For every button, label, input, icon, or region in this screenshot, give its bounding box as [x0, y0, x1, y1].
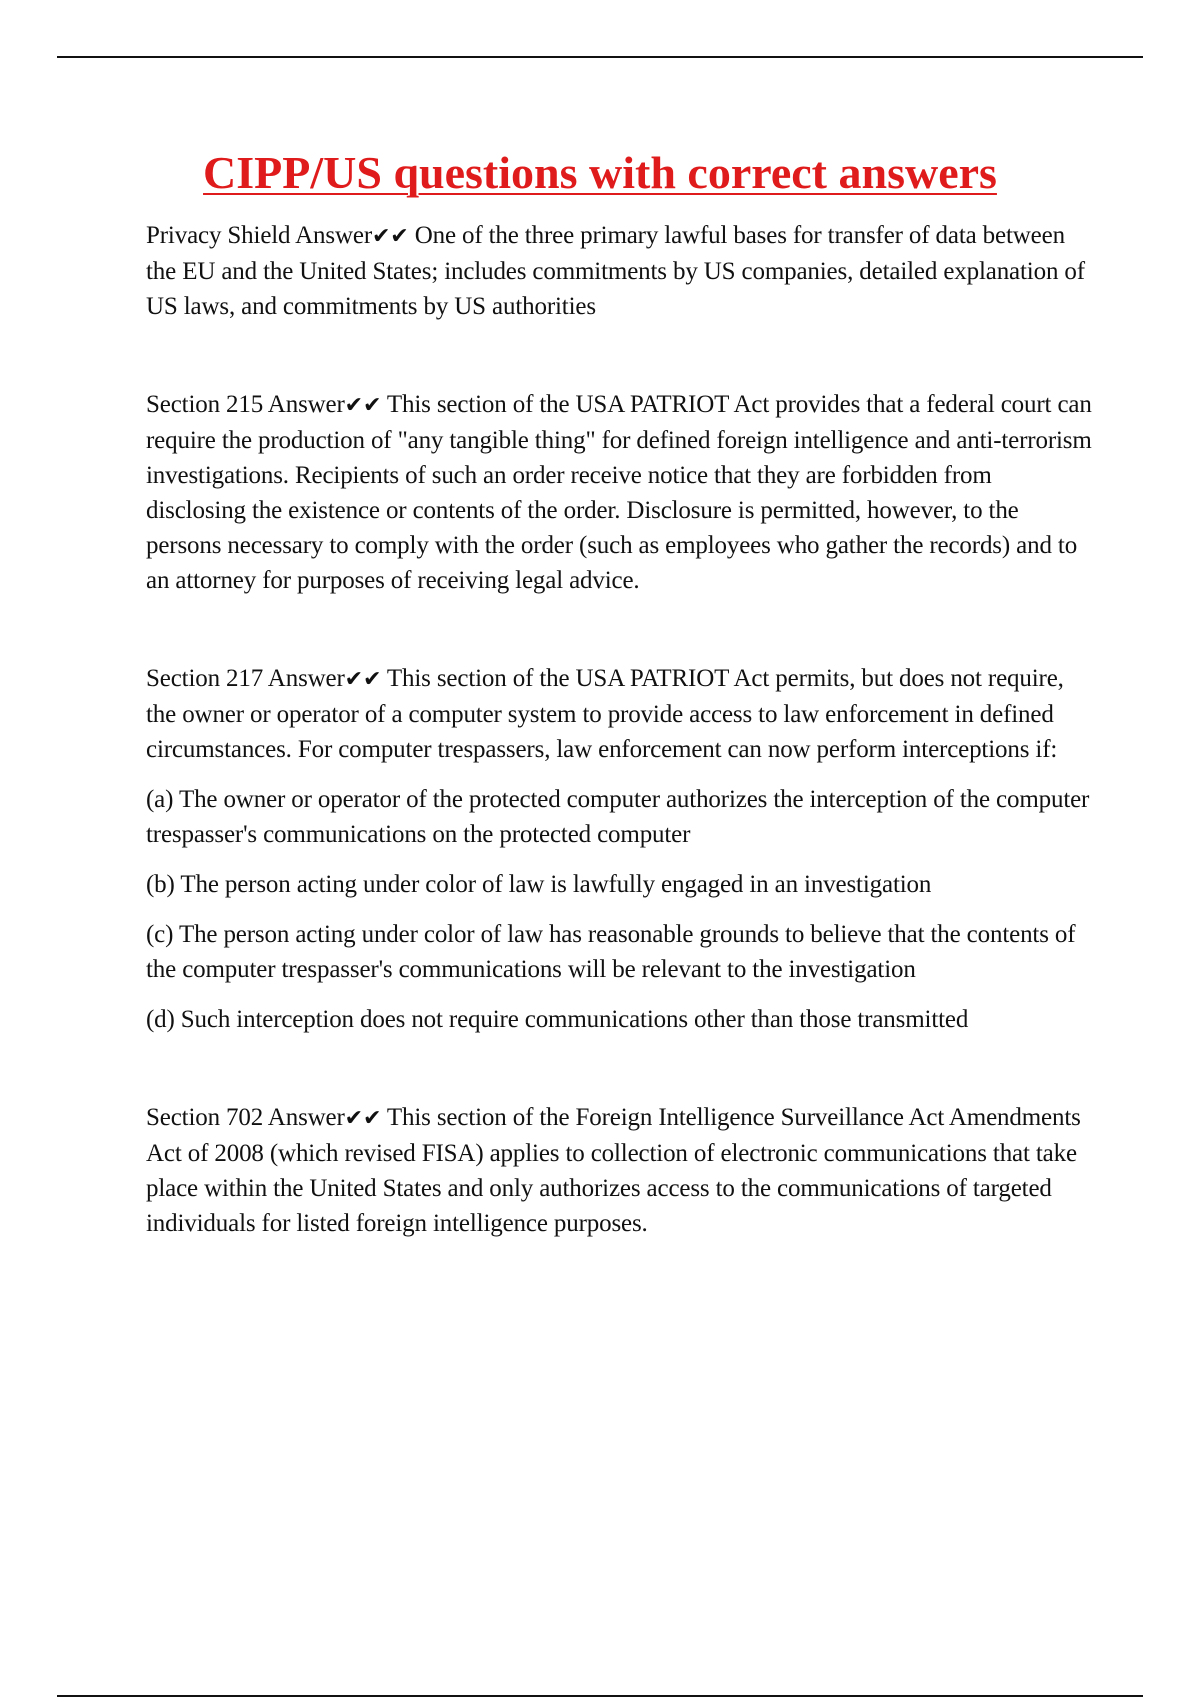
qa-paragraph — [146, 387, 1096, 598]
qa-term: Privacy Shield Answer — [146, 222, 372, 249]
qa-term: Section 215 Answer — [146, 391, 345, 418]
top-divider — [57, 56, 1143, 58]
qa-term: Section 702 Answer — [146, 1104, 345, 1131]
qa-entry-section-702 — [146, 1100, 1096, 1241]
qa-paragraph — [146, 218, 1096, 324]
list-item-a: (a) The owner or operator of the protected computer authorizes the interception of the computer trespasser's communications on the protected computer — [146, 786, 1090, 848]
qa-definition: This section of the USA PATRIOT Act permits, but does not require, the owner or operator of a computer system to provide access to law enforcement in defined circumstances. For computer trespassers, law enforcement can now perform interceptions if: — [146, 665, 1064, 763]
double-check-icon: ✔✔ — [344, 1106, 382, 1131]
double-check-icon: ✔✔ — [344, 667, 382, 692]
list-item-b: (b) The person acting under color of law is lawfully engaged in an investigation — [146, 871, 932, 898]
double-check-icon: ✔✔ — [344, 393, 382, 418]
qa-paragraph — [146, 661, 1096, 767]
qa-term: Section 217 Answer — [146, 665, 345, 692]
bottom-divider — [57, 1695, 1143, 1697]
list-item-c: (c) The person acting under color of law has reasonable grounds to believe that the contents of the computer trespasser's communications will be relevant to the investigation — [146, 921, 1076, 983]
qa-entry-section-215 — [146, 387, 1096, 598]
qa-definition: One of the three primary lawful bases for transfer of data between the EU and the United States; includes commitments by US companies, detailed explanation of US laws, and commitments by US authorities — [146, 222, 1085, 320]
qa-definition: This section of the USA PATRIOT Act provides that a federal court can require the production of "any tangible thing" for defined foreign intelligence and anti-terrorism investigations. Recipients of such an order receive notice that they are forbidden from disclosing the existence or contents of the order. Disclosure is permitted, however, to the persons necessary to comply with the order (such as employees who gather the records) and to an attorney for purposes of receiving legal advice. — [146, 391, 1092, 594]
double-check-icon: ✔✔ — [372, 224, 409, 249]
qa-entry-section-217 — [146, 661, 1096, 1037]
qa-definition: This section of the Foreign Intelligence Surveillance Act Amendments Act of 2008 (which revised FISA) applies to collection of electronic communications that take place within the United States and only authorizes access to the communications of targeted individuals for listed foreign intelligence purposes. — [146, 1104, 1081, 1237]
qa-entry-privacy-shield — [146, 218, 1096, 324]
document-title: CIPP/US questions with correct answers — [203, 147, 997, 198]
qa-paragraph — [146, 1100, 1096, 1241]
qa-list — [146, 218, 1096, 1256]
list-item-d: (d) Such interception does not require communications other than those transmitted — [146, 1006, 969, 1033]
